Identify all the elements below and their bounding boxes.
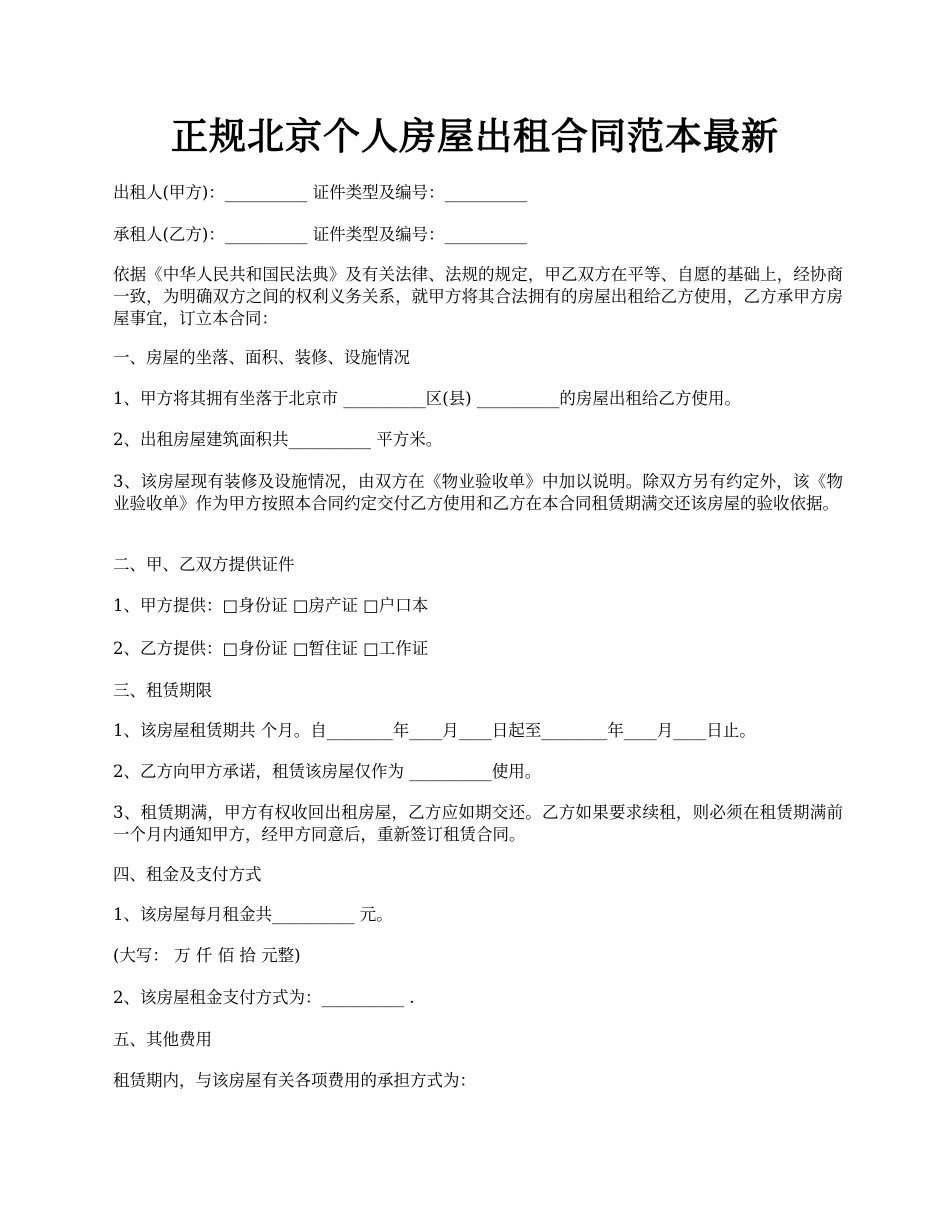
lessor-line: 出租人(甲方)：__________ 证件类型及编号：__________ bbox=[113, 183, 528, 202]
clause-4-2: 2、该房屋租金支付方式为：__________ . bbox=[113, 988, 415, 1007]
clause-1-2: 2、出租房屋建筑面积共__________ 平方米。 bbox=[113, 430, 443, 449]
clause-4-amount-in-words: (大写： 万 仟 佰 拾 元整) bbox=[113, 946, 301, 965]
section-heading-2: 二、甲、乙双方提供证件 bbox=[113, 555, 295, 574]
section-heading-3: 三、租赁期限 bbox=[113, 681, 212, 700]
clause-2-1: 1、甲方提供：□身份证 □房产证 □户口本 bbox=[113, 596, 429, 615]
section-heading-1: 一、房屋的坐落、面积、装修、设施情况 bbox=[113, 348, 410, 367]
clause-3-1: 1、该房屋租赁期共 个月。自________年____月____日起至________年____月____日止。 bbox=[113, 721, 756, 740]
clause-5-intro: 租赁期内，与该房屋有关各项费用的承担方式为： bbox=[113, 1071, 476, 1090]
clause-3-3: 3、租赁期满，甲方有权收回出租房屋，乙方应如期交还。乙方如果要求续租，则必须在租赁期满前一个月内通知甲方，经甲方同意后，重新签订租赁合同。 bbox=[113, 803, 843, 844]
clause-1-1: 1、甲方将其拥有坐落于北京市 __________区(县) __________的房屋出租给乙方使用。 bbox=[113, 389, 741, 408]
clause-4-1: 1、该房屋每月租金共__________ 元。 bbox=[113, 905, 393, 924]
clause-2-2: 2、乙方提供：□身份证 □暂住证 □工作证 bbox=[113, 639, 429, 658]
clause-3-2: 2、乙方向甲方承诺，租赁该房屋仅作为 __________使用。 bbox=[113, 762, 542, 781]
section-heading-5: 五、其他费用 bbox=[113, 1030, 212, 1049]
section-heading-4: 四、租金及支付方式 bbox=[113, 865, 262, 884]
clause-1-3: 3、该房屋现有装修及设施情况，由双方在《物业验收单》中加以说明。除双方另有约定外，该《物业验收单》作为甲方按照本合同约定交付乙方使用和乙方在本合同租赁期满交还该房屋的验收依据。 bbox=[113, 472, 843, 513]
document-title: 正规北京个人房屋出租合同范本最新 bbox=[171, 114, 779, 158]
lessee-line: 承租人(乙方)：__________ 证件类型及编号：__________ bbox=[113, 225, 528, 244]
preamble-paragraph: 依据《中华人民共和国民法典》及有关法律、法规的规定，甲乙双方在平等、自愿的基础上，经协商一致，为明确双方之间的权利义务关系，就甲方将其合法拥有的房屋出租给乙方使用，乙方承甲方房屋事宜，订立本合同： bbox=[113, 265, 843, 328]
